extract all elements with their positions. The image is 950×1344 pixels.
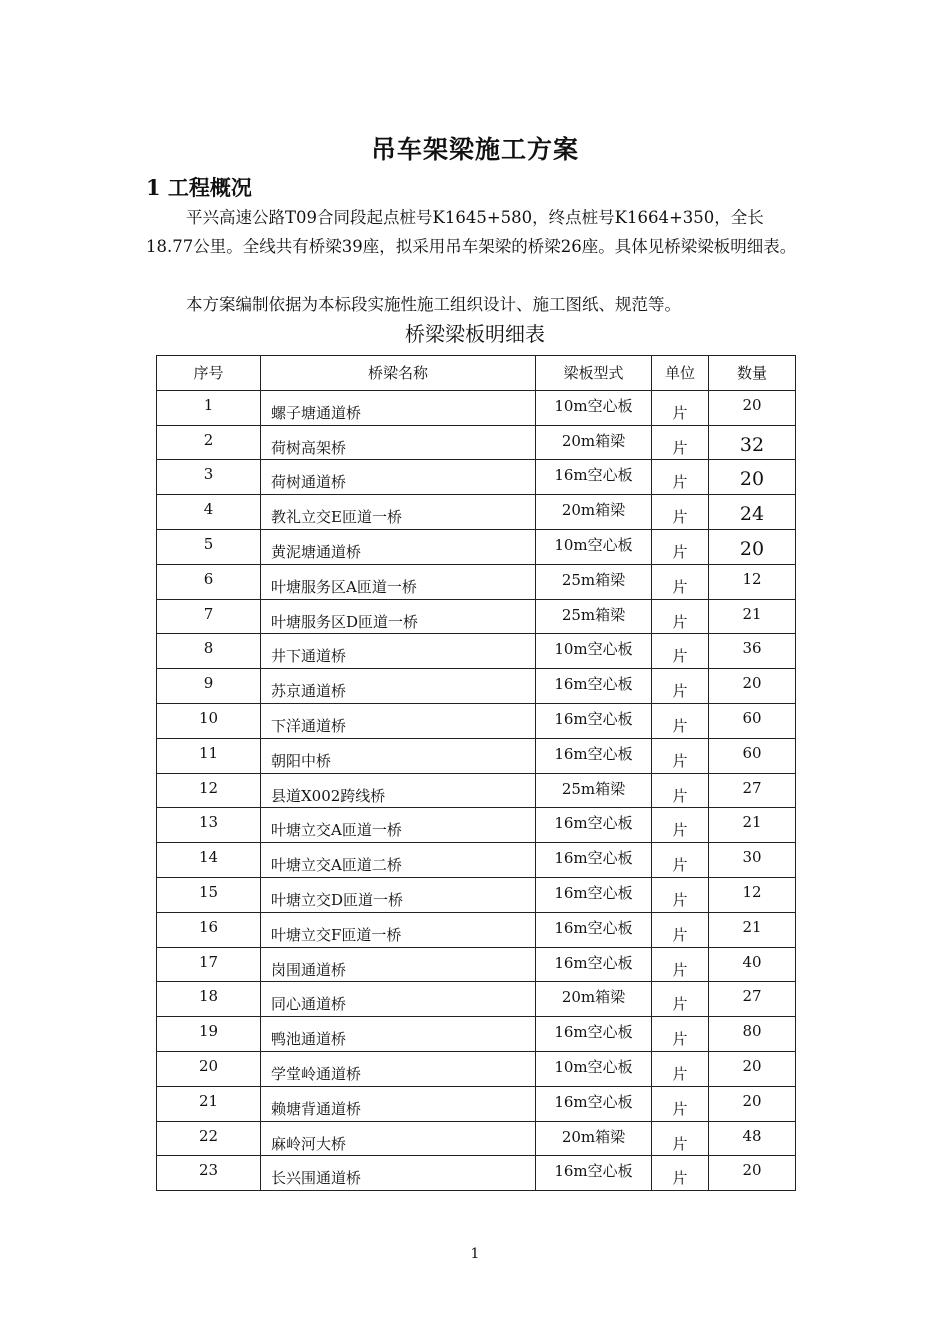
row-quantity: 27: [709, 982, 796, 1017]
row-quantity: 20: [709, 1086, 796, 1121]
table-row: [157, 1017, 796, 1052]
row-unit: 片: [652, 703, 709, 738]
row-beam-type: 16m空心板: [536, 1086, 652, 1121]
row-beam-type: 16m空心板: [536, 843, 652, 878]
row-index: 7: [157, 599, 261, 634]
row-bridge-name: 下洋通道桥: [261, 703, 536, 738]
row-beam-type: 16m空心板: [536, 669, 652, 704]
row-quantity: 20: [709, 529, 796, 564]
row-index: 8: [157, 634, 261, 669]
row-quantity: 12: [709, 564, 796, 599]
row-bridge-name: 叶塘立交D匝道一桥: [261, 877, 536, 912]
table-row: [157, 599, 796, 634]
row-unit: 片: [652, 634, 709, 669]
header-beam-type: 梁板型式: [536, 356, 652, 391]
row-index: 13: [157, 808, 261, 843]
table-header-row: [157, 356, 796, 391]
row-bridge-name: 荷树高架桥: [261, 425, 536, 460]
row-index: 5: [157, 529, 261, 564]
row-index: 10: [157, 703, 261, 738]
row-quantity: 60: [709, 738, 796, 773]
row-quantity: 27: [709, 773, 796, 808]
row-index: 9: [157, 669, 261, 704]
row-unit: 片: [652, 564, 709, 599]
row-index: 15: [157, 877, 261, 912]
row-index: 2: [157, 425, 261, 460]
row-unit: 片: [652, 1156, 709, 1191]
row-quantity: 30: [709, 843, 796, 878]
basis-paragraph: 本方案编制依据为本标段实施性施工组织设计、施工图纸、规范等。: [186, 295, 681, 314]
row-unit: 片: [652, 877, 709, 912]
table-row: [157, 738, 796, 773]
row-bridge-name: 叶塘立交F匝道一桥: [261, 912, 536, 947]
table-row: [157, 634, 796, 669]
row-bridge-name: 朝阳中桥: [261, 738, 536, 773]
row-beam-type: 16m空心板: [536, 912, 652, 947]
row-index: 21: [157, 1086, 261, 1121]
row-index: 20: [157, 1051, 261, 1086]
row-unit: 片: [652, 1051, 709, 1086]
row-bridge-name: 学堂岭通道桥: [261, 1051, 536, 1086]
table-row: [157, 460, 796, 495]
row-beam-type: 16m空心板: [536, 738, 652, 773]
row-quantity: 36: [709, 634, 796, 669]
row-beam-type: 10m空心板: [536, 1051, 652, 1086]
row-beam-type: 10m空心板: [536, 634, 652, 669]
row-beam-type: 10m空心板: [536, 529, 652, 564]
row-bridge-name: 长兴围通道桥: [261, 1156, 536, 1191]
row-bridge-name: 鸭池通道桥: [261, 1017, 536, 1052]
row-index: 22: [157, 1121, 261, 1156]
header-unit: 单位: [652, 356, 709, 391]
row-unit: 片: [652, 669, 709, 704]
row-beam-type: 16m空心板: [536, 877, 652, 912]
row-quantity: 40: [709, 947, 796, 982]
table-row: [157, 947, 796, 982]
table-caption: 桥梁梁板明细表: [405, 322, 545, 346]
header-index: 序号: [157, 356, 261, 391]
table-row: [157, 912, 796, 947]
row-unit: 片: [652, 1086, 709, 1121]
section-heading: 1 工程概况: [146, 175, 252, 200]
row-bridge-name: 教礼立交E匝道一桥: [261, 495, 536, 530]
row-beam-type: 25m箱梁: [536, 773, 652, 808]
row-unit: 片: [652, 947, 709, 982]
row-beam-type: 16m空心板: [536, 703, 652, 738]
row-bridge-name: 苏京通道桥: [261, 669, 536, 704]
row-index: 14: [157, 843, 261, 878]
row-bridge-name: 叶塘立交A匝道二桥: [261, 843, 536, 878]
row-unit: 片: [652, 425, 709, 460]
row-bridge-name: 叶塘服务区A匝道一桥: [261, 564, 536, 599]
row-bridge-name: 叶塘立交A匝道一桥: [261, 808, 536, 843]
row-beam-type: 20m箱梁: [536, 1121, 652, 1156]
row-unit: 片: [652, 773, 709, 808]
row-quantity: 20: [709, 1156, 796, 1191]
header-quantity: 数量: [709, 356, 796, 391]
row-beam-type: 25m箱梁: [536, 599, 652, 634]
table-row: [157, 703, 796, 738]
page-number: 1: [470, 1246, 480, 1262]
row-quantity: 21: [709, 808, 796, 843]
table-row: [157, 495, 796, 530]
row-quantity: 80: [709, 1017, 796, 1052]
row-bridge-name: 井下通道桥: [261, 634, 536, 669]
table-row: [157, 1156, 796, 1191]
row-index: 6: [157, 564, 261, 599]
row-quantity: 32: [709, 425, 796, 460]
row-quantity: 21: [709, 912, 796, 947]
row-index: 16: [157, 912, 261, 947]
row-bridge-name: 赖塘背通道桥: [261, 1086, 536, 1121]
row-quantity: 21: [709, 599, 796, 634]
row-quantity: 12: [709, 877, 796, 912]
row-unit: 片: [652, 982, 709, 1017]
table-row: [157, 529, 796, 564]
row-beam-type: 20m箱梁: [536, 495, 652, 530]
row-quantity: 20: [709, 1051, 796, 1086]
table-row: [157, 808, 796, 843]
row-unit: 片: [652, 738, 709, 773]
row-beam-type: 25m箱梁: [536, 564, 652, 599]
table-row: [157, 564, 796, 599]
table-row: [157, 425, 796, 460]
row-bridge-name: 同心通道桥: [261, 982, 536, 1017]
row-beam-type: 16m空心板: [536, 808, 652, 843]
row-unit: 片: [652, 1017, 709, 1052]
table-row: [157, 1086, 796, 1121]
overview-paragraph: 平兴高速公路T09合同段起点桩号K1645+580，终点桩号K1664+350，全长18.77公里。全线共有桥梁39座，拟采用吊车架梁的桥梁26座。具体见桥梁梁板明细表。: [146, 208, 797, 256]
row-unit: 片: [652, 495, 709, 530]
row-quantity: 20: [709, 669, 796, 704]
table-row: [157, 773, 796, 808]
row-unit: 片: [652, 529, 709, 564]
row-bridge-name: 荷树通道桥: [261, 460, 536, 495]
row-index: 4: [157, 495, 261, 530]
table-row: [157, 669, 796, 704]
row-bridge-name: 麻岭河大桥: [261, 1121, 536, 1156]
row-bridge-name: 叶塘服务区D匝道一桥: [261, 599, 536, 634]
row-beam-type: 16m空心板: [536, 1017, 652, 1052]
row-index: 11: [157, 738, 261, 773]
row-quantity: 48: [709, 1121, 796, 1156]
row-quantity: 20: [709, 390, 796, 425]
row-index: 3: [157, 460, 261, 495]
row-quantity: 60: [709, 703, 796, 738]
row-quantity: 20: [709, 460, 796, 495]
row-bridge-name: 县道X002跨线桥: [261, 773, 536, 808]
row-unit: 片: [652, 390, 709, 425]
row-bridge-name: 岗围通道桥: [261, 947, 536, 982]
row-unit: 片: [652, 912, 709, 947]
row-index: 23: [157, 1156, 261, 1191]
row-beam-type: 20m箱梁: [536, 425, 652, 460]
row-index: 19: [157, 1017, 261, 1052]
table-row: [157, 1121, 796, 1156]
row-quantity: 24: [709, 495, 796, 530]
table-row: [157, 1051, 796, 1086]
row-beam-type: 16m空心板: [536, 1156, 652, 1191]
row-bridge-name: 黄泥塘通道桥: [261, 529, 536, 564]
row-beam-type: 16m空心板: [536, 947, 652, 982]
row-unit: 片: [652, 599, 709, 634]
bridge-beam-table: [156, 355, 796, 1191]
row-beam-type: 20m箱梁: [536, 982, 652, 1017]
row-unit: 片: [652, 843, 709, 878]
table-row: [157, 390, 796, 425]
header-bridge-name: 桥梁名称: [261, 356, 536, 391]
row-beam-type: 10m空心板: [536, 390, 652, 425]
row-unit: 片: [652, 1121, 709, 1156]
row-index: 12: [157, 773, 261, 808]
table-row: [157, 877, 796, 912]
table-row: [157, 982, 796, 1017]
row-bridge-name: 螺子塘通道桥: [261, 390, 536, 425]
row-beam-type: 16m空心板: [536, 460, 652, 495]
table-row: [157, 843, 796, 878]
row-unit: 片: [652, 460, 709, 495]
row-index: 1: [157, 390, 261, 425]
row-index: 18: [157, 982, 261, 1017]
row-index: 17: [157, 947, 261, 982]
document-title: 吊车架梁施工方案: [370, 135, 579, 164]
table-body: [157, 390, 796, 1190]
row-unit: 片: [652, 808, 709, 843]
